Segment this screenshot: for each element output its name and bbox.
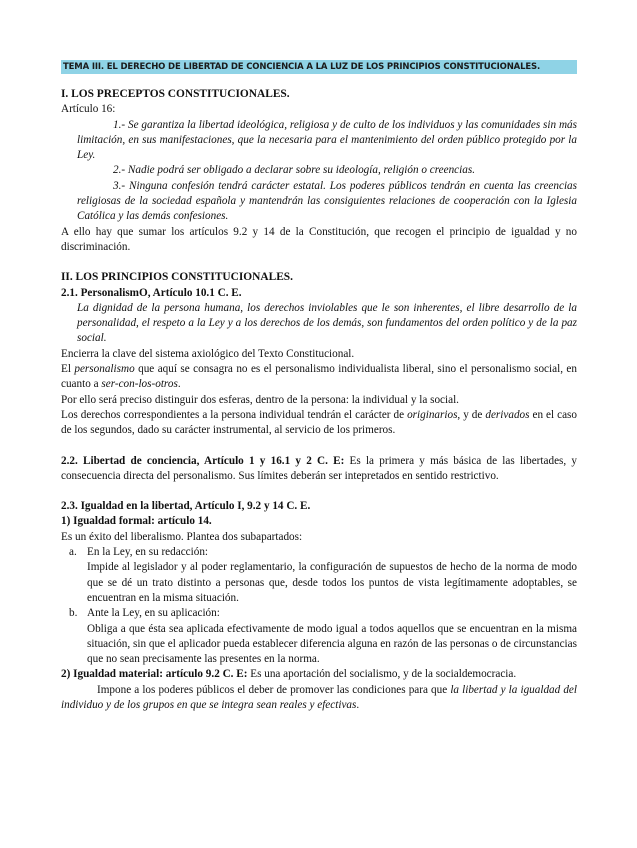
section2-title: II. LOS PRINCIPIOS CONSTITUCIONALES. [61, 271, 293, 284]
list-item-a-label: En la Ley, en su redacción: [87, 546, 209, 559]
section1-paragraph: A ello hay que sumar los artículos 9.2 y 14 de la Constitución, que recogen el principio de igualdad y no discriminación. [61, 225, 577, 253]
article16-clause-1: 1.- Se garantiza la libertad ideológica, religiosa y de culto de los individuos y las comunidades sin más limitación, en sus manifestaciones, que la necesaria para el mantenimiento del orden público protegido por la Ley. [77, 118, 577, 162]
subsection-2-2-title: 2.2. Libertad de conciencia, Artículo 1 y 16.1 y 2 C. E: [61, 454, 345, 467]
list-marker-a: a. [69, 546, 77, 559]
list-item-b-label: Ante la Ley, en su aplicación: [87, 607, 220, 620]
subsection-2-3-title: 2.3. Igualdad en la libertad, Artículo I, 9.2 y 14 C. E. [61, 500, 311, 513]
material-equality-title: 2) Igualdad material: artículo 9.2 C. E: [61, 668, 248, 681]
section1-title: I. LOS PRECEPTOS CONSTITUCIONALES. [61, 88, 290, 100]
subsection-2-1-p2: El personalismo que aquí se consagra no es el personalismo individualista liberal, sino el personalismo social, en cuanto a ser-con-los-otros. [61, 363, 577, 391]
subsection-2-1-p1: Encierra la clave del sistema axiológico del Texto Constitucional. [61, 347, 355, 360]
list-item-b [61, 606, 577, 621]
article16-clause-3: 3.- Ninguna confesión tendrá carácter estatal. Los poderes públicos tendrán en cuenta las creencias religiosas de la sociedad española y mantendrán las consiguientes relaciones de cooperación con la Iglesia Católica y las demás confesiones. [77, 179, 577, 223]
subsection-2-1-p4: Los derechos correspondientes a la persona individual tendrán el carácter de originarios, y de derivados en el caso de los segundos, dado su carácter instrumental, al servicio de los primeros. [61, 408, 578, 437]
list-item-a [61, 545, 577, 560]
article10-quote: La dignidad de la persona humana, los derechos inviolables que le son inherentes, el libre desarrollo de la personalidad, el respeto a la Ley y a los derechos de los demás, son fundamentos del orden político y de la paz social. [77, 301, 577, 345]
list-item-b-body: Obliga a que ésta sea aplicada efectivamente de modo igual a todos aquellos que se encuentran en la misma situación, sin que el aplicador pueda establecer diferencia alguna en razón de las personas o de circunstancias que no sean precisamente las presentes en la norma. [87, 622, 577, 666]
subsection-2-2: 2.2. Libertad de conciencia, Artículo 1 y 16.1 y 2 C. E: Es la primera y más básica de las libertades, y consecuencia directa del personalismo. Sus límites deberán ser intepretados en sentido restrictivo. [61, 454, 577, 482]
document-body [61, 60, 577, 713]
formal-equality-title: 1) Igualdad formal: artículo 14. [61, 515, 212, 528]
list-marker-b: b. [69, 607, 78, 620]
material-equality-paragraph: Impone a los poderes públicos el deber de promover las condiciones para que la libertad y la igualdad del individuo y de los grupos en que se integra sean reales y efectivas. [61, 683, 578, 711]
subsection-2-1-p3: Por ello será preciso distinguir dos esferas, dentro de la persona: la individual y la social. [61, 393, 459, 406]
article16-clause-2: 2.- Nadie podrá ser obligado a declarar sobre su ideología, religión o creencias. [113, 164, 476, 177]
list-item-a-body: Impide al legislador y al poder reglamentario, la configuración de supuestos de hecho de la norma de modo que se dé un trato distinto a personas que, desde todos los puntos de vista legítimamente adoptables, se encuentran en la misma situación. [87, 561, 577, 604]
material-equality: 2) Igualdad material: artículo 9.2 C. E: Es una aportación del socialismo, y de la socialdemocracia. [61, 668, 517, 681]
subsection-2-1-title: 2.1. PersonalismO, Artículo 10.1 C. E. [61, 286, 242, 299]
article16-label: Artículo 16: [61, 103, 116, 116]
formal-equality-intro: Es un éxito del liberalismo. Plantea dos subapartados: [61, 530, 303, 543]
topic-banner: TEMA III. EL DERECHO DE LIBERTAD DE CONCIENCIA A LA LUZ DE LOS PRINCIPIOS CONSTITUCIONALES. [61, 60, 577, 74]
